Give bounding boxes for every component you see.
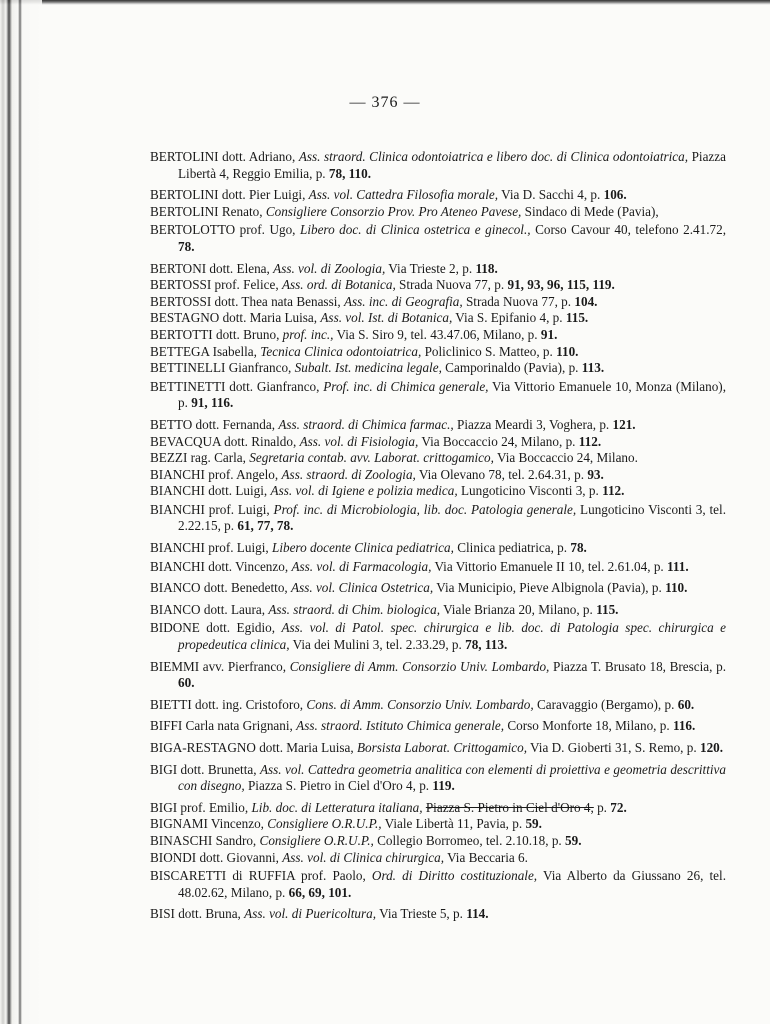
- entry-text: Via D. Sacchi 4, p.: [498, 187, 604, 203]
- entry-role: Cons. di Amm. Consorzio Univ. Lombardo,: [306, 696, 534, 712]
- entry-text: Via Beccaria 6.: [444, 849, 528, 865]
- directory-entry: [150, 697, 726, 714]
- directory-entry: [150, 906, 726, 923]
- entry-text: BERTOSSI prof. Felice,: [150, 277, 282, 293]
- entry-text: Via dei Mulini 3, tel. 2.33.29, p.: [289, 637, 466, 653]
- entry-pages: 78, 113.: [465, 637, 508, 653]
- entry-pages: 91, 116.: [191, 395, 234, 411]
- entry-pages: 110.: [665, 580, 688, 596]
- scan-top-edge: [0, 0, 770, 5]
- entry-pages: 93.: [587, 466, 604, 482]
- entry-text: BIGA-RESTAGNO dott. Maria Luisa,: [150, 740, 357, 755]
- directory-entry: [150, 833, 726, 850]
- entry-role: Ass. straord. Clinica odontoiatrica e libero doc. di Clinica odontoiatrica,: [298, 149, 689, 164]
- entry-pages: 116.: [672, 718, 696, 734]
- page-number: — 376 —: [349, 94, 421, 111]
- entry-pages: 112.: [602, 483, 625, 499]
- directory-entry: [150, 659, 726, 692]
- entry-text: BETTO dott. Fernanda,: [150, 416, 279, 432]
- entry-text: Corso Monforte 18, Milano, p.: [504, 718, 673, 734]
- entry-text: BERTOLINI Renato,: [150, 203, 266, 219]
- entry-text: Piazza Libertà 4, Reggio Emilia, p.: [178, 149, 726, 181]
- entry-role: Lib. doc. di Letteratura italiana,: [251, 799, 423, 815]
- entry-pages: 115.: [565, 310, 589, 326]
- directory-entry: [150, 277, 726, 294]
- entry-pages: 111.: [667, 558, 689, 574]
- directory-entry: [150, 417, 726, 434]
- entry-text: Strada Nuova 77, p.: [462, 293, 575, 309]
- entry-pages: 78, 110.: [328, 165, 372, 181]
- entry-text: BIGI prof. Emilio,: [150, 799, 252, 815]
- entry-text: BERTOSSI dott. Thea nata Benassi,: [150, 293, 344, 309]
- entry-text: Via Olevano 78, tel. 2.64.31, p.: [415, 466, 588, 482]
- entry-pages: 59.: [525, 816, 542, 832]
- entry-role: Ass. straord. di Chim. biologica,: [268, 601, 441, 617]
- entry-text: Via Vittorio Emanuele 10, Monza (Milano), p.: [178, 378, 726, 411]
- entry-text: BIANCHI dott. Luigi,: [150, 483, 271, 499]
- entry-text: Via S. Epifanio 4, p.: [452, 310, 566, 326]
- entry-pages: 120.: [699, 740, 724, 755]
- entry-text: Via Trieste 5, p.: [376, 906, 467, 922]
- directory-entry: [150, 816, 726, 833]
- entry-text: BIANCHI dott. Vincenzo,: [150, 558, 292, 574]
- entry-pages: 78.: [178, 238, 195, 254]
- entry-role: Ass. vol. Ist. di Botanica,: [320, 310, 453, 326]
- entry-role: Prof. inc. di Microbiologia, lib. doc. Patologia generale,: [273, 501, 577, 517]
- entry-pages: 60.: [178, 675, 195, 691]
- entry-text: Caravaggio (Bergamo), p.: [533, 696, 678, 712]
- entry-text: BERTOLOTTO prof. Ugo,: [150, 222, 300, 238]
- entry-text: BIANCHI prof. Luigi,: [150, 501, 274, 517]
- entry-text: Via Municipio, Pieve Albignola (Pavia), p.: [433, 580, 666, 596]
- entry-text: BETTINELLI Gianfranco,: [150, 360, 295, 376]
- entry-text: Collegio Borromeo, tel. 2.10.18, p.: [373, 832, 566, 848]
- directory-entry: [150, 620, 726, 653]
- entry-text: BINASCHI Sandro,: [150, 832, 260, 848]
- directory-entry: [150, 868, 726, 901]
- entry-text: BIANCO dott. Laura,: [150, 601, 269, 617]
- entry-text: BETTEGA Isabella,: [150, 343, 261, 359]
- entry-role: Ass. vol. di Zoologia,: [273, 260, 386, 276]
- directory-entry: [150, 327, 726, 344]
- entry-text: BIDONE dott. Egidio,: [150, 620, 282, 636]
- entry-text: Piazza S. Pietro in Ciel d'Oro 4, p.: [244, 778, 433, 794]
- entry-text: BIETTI dott. ing. Cristoforo,: [150, 696, 307, 712]
- entry-text: Sindaco di Mede (Pavia),: [521, 203, 659, 219]
- entry-role: Ass. straord. di Chimica farmac.,: [278, 416, 454, 432]
- directory-entry: [150, 294, 726, 311]
- entry-pages: 104.: [574, 293, 598, 309]
- entry-role: Ass. vol. di Clinica chirurgica,: [282, 849, 445, 865]
- entry-text: BERTONI dott. Elena,: [150, 260, 274, 276]
- entry-text: Piazza Meardi 3, Voghera, p.: [453, 416, 613, 432]
- entry-role: Ass. vol. Cattedra Filosofia morale,: [308, 187, 499, 203]
- entry-text: BIEMMI avv. Pierfranco,: [150, 658, 290, 674]
- directory-entry: [150, 602, 726, 619]
- entry-role: Ass. vol. di Patol. spec. chirurgica e lib. doc. di Patologia spec. chirurgica e propedeutica clinica,: [178, 620, 727, 653]
- directory-entry: [150, 360, 726, 377]
- entry-text: Via Boccaccio 24, Milano.: [493, 450, 638, 466]
- entry-role: Consigliere Consorzio Prov. Pro Ateneo Pavese,: [265, 203, 522, 219]
- entry-pages: 91, 93, 96, 115, 119.: [507, 277, 615, 293]
- entry-text: BERTOTTI dott. Bruno,: [150, 326, 283, 342]
- entry-role: Ass. vol. di Fisiologia,: [299, 433, 419, 449]
- directory-entry: [150, 261, 726, 278]
- entry-text: BIONDI dott. Giovanni,: [150, 849, 283, 865]
- entry-role: Ass. vol. di Farmacologia,: [291, 558, 432, 574]
- entry-text: BESTAGNO dott. Maria Luisa,: [150, 310, 321, 326]
- entry-text: Via S. Siro 9, tel. 43.47.06, Milano, p.: [333, 326, 541, 342]
- entry-pages: 115.: [596, 601, 619, 617]
- entry-text: BISCARETTI di RUFFIA prof. Paolo,: [150, 868, 372, 884]
- entry-role: Prof. inc. di Chimica generale,: [323, 378, 489, 394]
- entry-role: Ass. vol. Clinica Ostetrica,: [291, 580, 434, 596]
- entry-role: Consigliere O.R.U.P.,: [259, 832, 374, 848]
- directory-entry: [150, 850, 726, 867]
- directory-entry: [150, 502, 726, 535]
- entry-pages: 60.: [677, 696, 695, 712]
- entry-text: BIANCO dott. Benedetto,: [150, 580, 292, 596]
- entry-text: Corso Cavour 40, telefono 2.41.72,: [530, 222, 726, 238]
- entry-text: BIGNAMI Vincenzo,: [150, 816, 268, 832]
- entry-role: Subalt. Ist. medicina legale,: [294, 360, 442, 376]
- entry-role: Ord. di Diritto costituzionale,: [371, 868, 538, 884]
- entry-role: Consigliere di Amm. Consorzio Univ. Lombardo,: [289, 658, 550, 674]
- entry-role: Ass. vol. di Igiene e polizia medica,: [270, 483, 458, 499]
- entry-text: BEZZI rag. Carla,: [150, 450, 250, 466]
- entry-role: Ass. vol. di Puericoltura,: [244, 906, 377, 922]
- entry-role: Ass. vol. Cattedra geometria analitica con elementi di proiettiva e geometria descrittiva con disegno,: [178, 761, 726, 794]
- entry-text: BIANCHI prof. Angelo,: [150, 466, 282, 482]
- entry-role: Borsista Laborat. Crittogamico,: [357, 740, 527, 755]
- entry-text: Piazza T. Brusato 18, Brescia, p.: [549, 658, 726, 674]
- scan-binding-edge: [0, 0, 42, 1024]
- entry-pages: 110.: [556, 343, 579, 359]
- entry-text: Via D. Gioberti 31, S. Remo, p.: [527, 740, 700, 755]
- entry-role: Libero doc. di Clinica ostetrica e ginecol.,: [299, 222, 531, 238]
- entry-role: Consigliere O.R.U.P.,: [267, 816, 382, 832]
- entry-text: Policlinico S. Matteo, p.: [421, 343, 557, 359]
- entry-pages: 112.: [578, 433, 602, 449]
- entry-text: Strada Nuova 77, p.: [395, 277, 508, 293]
- entry-text: BIANCHI prof. Luigi,: [150, 540, 272, 556]
- directory-entry: [150, 718, 726, 735]
- entry-pages: 106.: [603, 187, 627, 203]
- directory-entry: [150, 800, 726, 817]
- directory-entry: [150, 740, 726, 757]
- entry-text: BISI dott. Bruna,: [150, 906, 245, 922]
- entry-pages: 72.: [610, 799, 627, 815]
- directory-entry: [150, 762, 726, 795]
- directory-entry: [150, 310, 726, 327]
- entry-text: BERTOLINI dott. Adriano,: [150, 149, 299, 164]
- entry-pages: 113.: [581, 360, 605, 376]
- entry-text: Viale Brianza 20, Milano, p.: [440, 601, 597, 617]
- entry-role: Ass. straord. Istituto Chimica generale,: [296, 718, 505, 734]
- directory-entry: [150, 483, 726, 500]
- directory-entry: [150, 187, 726, 204]
- entry-pages: 119.: [432, 778, 455, 794]
- directory-entry: [150, 450, 726, 467]
- entry-text: Via Boccaccio 24, Milano, p.: [418, 433, 579, 449]
- directory-entry: [150, 149, 726, 182]
- entry-role: Libero docente Clinica pediatrica,: [271, 540, 454, 556]
- directory-entry: [150, 434, 726, 451]
- entry-pages: 61, 77, 78.: [237, 518, 294, 534]
- entry-text: Via Vittorio Emanuele II 10, tel. 2.61.04, p.: [431, 558, 668, 574]
- entry-text: Lungoticino Visconti 3, p.: [457, 483, 603, 499]
- entry-text: BIGI dott. Brunetta,: [150, 761, 260, 777]
- directory-entry: [150, 559, 726, 576]
- entry-pages: 114.: [466, 906, 489, 922]
- entry-pages: 78.: [570, 540, 587, 556]
- entry-text: BEVACQUA dott. Rinaldo,: [150, 433, 300, 449]
- directory-entry: [150, 222, 726, 255]
- entry-text: Viale Libertà 11, Pavia, p.: [381, 816, 526, 832]
- entry-pages: 118.: [475, 260, 498, 276]
- directory-entry: [150, 204, 726, 221]
- entry-pages: 91.: [540, 326, 558, 342]
- entry-struck-text: Piazza S. Pietro in Ciel d'Oro 4,: [425, 799, 594, 815]
- entry-text: Camporinaldo (Pavia), p.: [441, 360, 582, 376]
- entry-text: Via Alberto da Giussano 26, tel. 48.02.62, Milano, p.: [178, 868, 726, 900]
- directory-entry: [150, 540, 726, 557]
- entry-text: p.: [593, 799, 611, 815]
- entry-text: Via Trieste 2, p.: [385, 260, 476, 276]
- entry-role: Ass. straord. di Zoologia,: [281, 466, 416, 482]
- entry-role: Ass. ord. di Botanica,: [281, 277, 396, 293]
- entry-text: BETTINETTI dott. Gianfranco,: [150, 378, 324, 394]
- directory-entry: [150, 467, 726, 484]
- entry-pages: 121.: [612, 416, 636, 432]
- entry-role: prof. inc.,: [282, 326, 334, 342]
- entry-text: Clinica pediatrica, p.: [453, 540, 571, 556]
- entry-text: BIFFI Carla nata Grignani,: [150, 718, 297, 734]
- entry-role: Segretaria contab. avv. Laborat. crittogamico,: [249, 450, 494, 466]
- directory-entry: [150, 580, 726, 597]
- directory-entry: [150, 379, 726, 412]
- entry-pages: 59.: [565, 832, 582, 848]
- entry-role: Tecnica Clinica odontoiatrica,: [260, 343, 422, 359]
- directory-entries: [150, 147, 726, 923]
- entry-text: BERTOLINI dott. Pier Luigi,: [150, 187, 309, 203]
- entry-text: Lungoticino Visconti 3, tel. 2.22.15, p.: [178, 501, 726, 534]
- entry-pages: 66, 69, 101.: [288, 884, 352, 900]
- directory-entry: [150, 344, 726, 361]
- entry-role: Ass. inc. di Geografia,: [343, 293, 463, 309]
